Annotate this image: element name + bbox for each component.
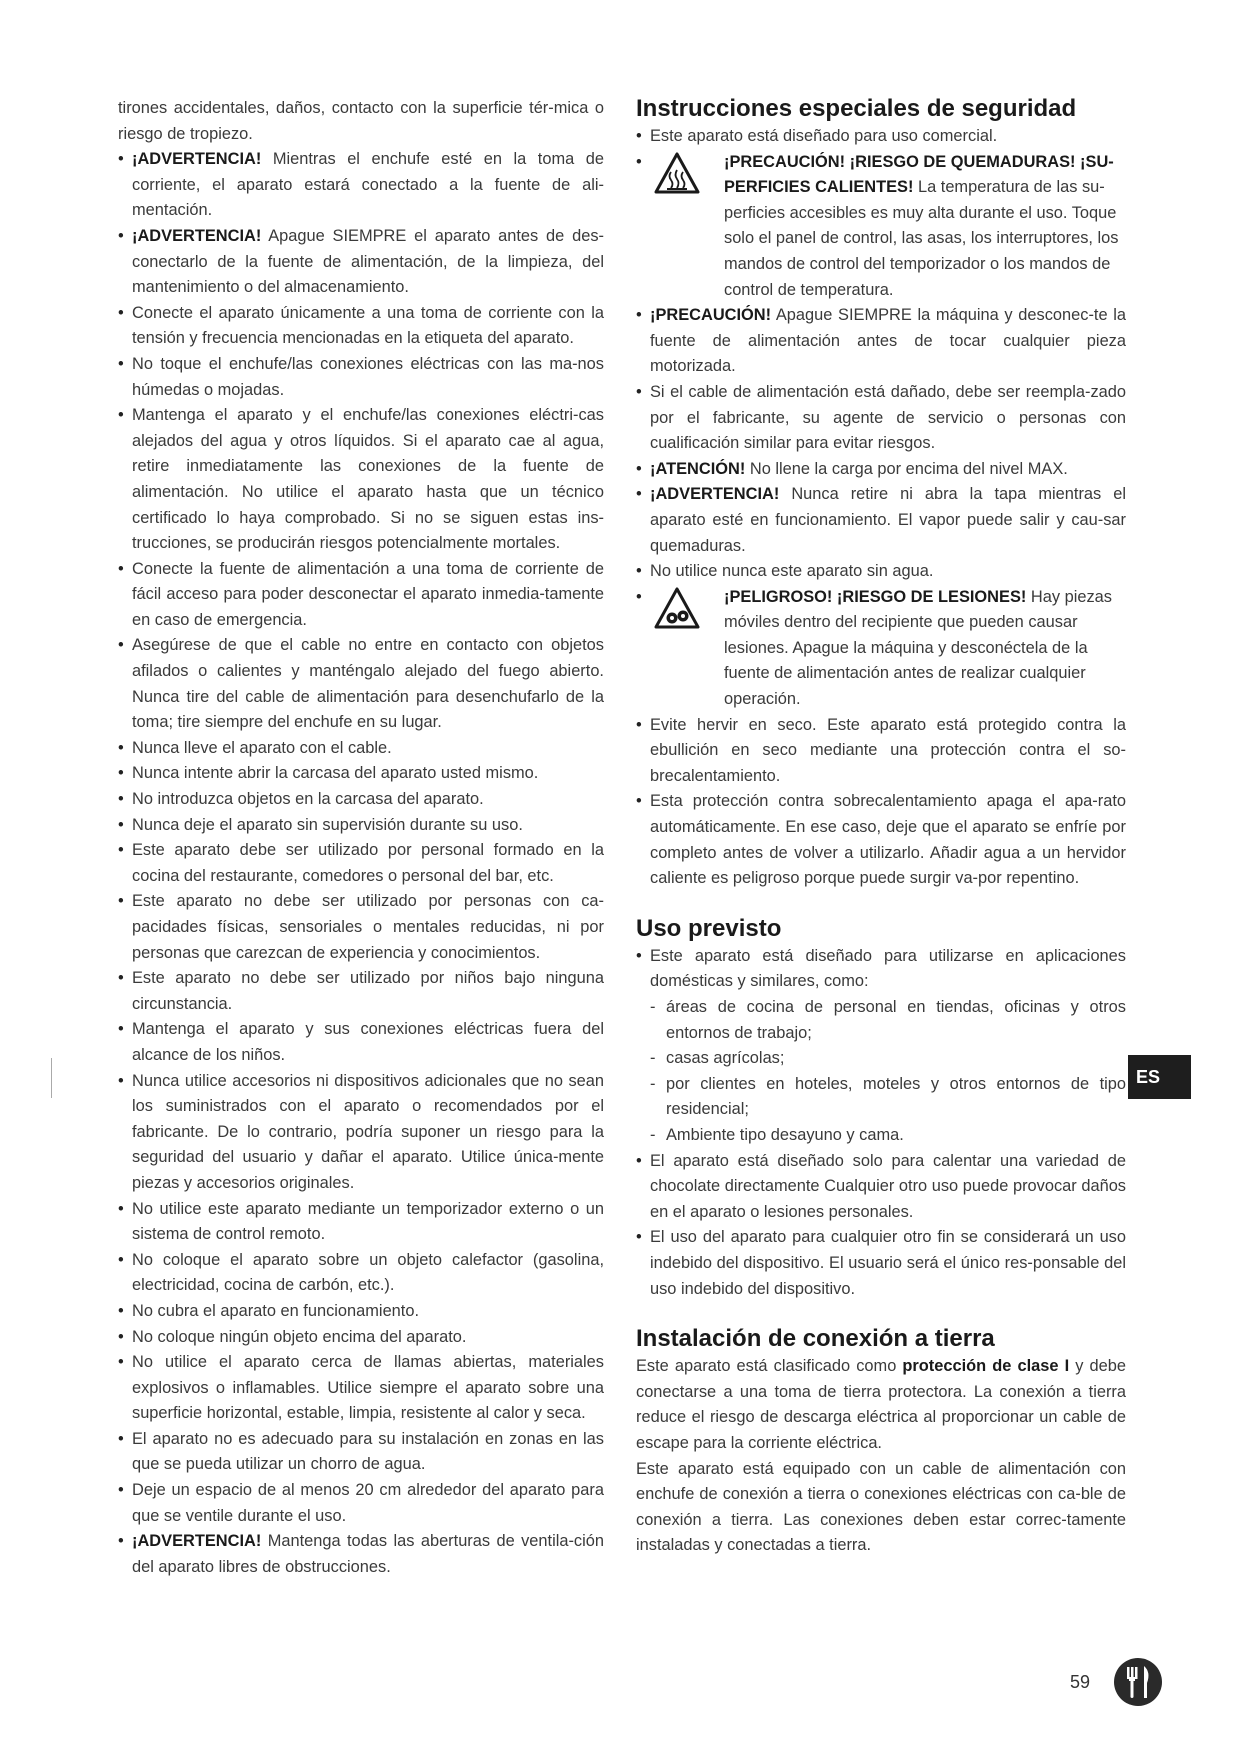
list-item: • Este aparato no debe ser utilizado por personas con ca-pacidades físicas, sensoriales o mentales reducidas, ni por personas que carezcan de experiencia y conocimientos.	[118, 889, 604, 966]
list-item-injury-warning: • ¡PELIGROSO! ¡RIESGO DE LESIONES! Hay piezas móviles dentro del recipiente que pueden causar lesiones. Apague la máquina y desconéctela de la fuente de alimentación antes de realizar cualquier operación.	[636, 585, 1126, 713]
sub-list-item: - Ambiente tipo desayuno y cama.	[636, 1123, 1126, 1149]
list-item: • No utilice este aparato mediante un temporizador externo o un sistema de control remoto.	[118, 1197, 604, 1248]
list-item: • No coloque ningún objeto encima del aparato.	[118, 1325, 604, 1351]
sub-list-item: - por clientes en hoteles, moteles y otros entornos de tipo residencial;	[636, 1072, 1126, 1123]
left-safety-list	[118, 147, 604, 1580]
list-item: • Si el cable de alimentación está dañado, debe ser reempla-zado por el fabricante, su agente de servicio o personas con cualificación similar para evitar riesgos.	[636, 380, 1126, 457]
list-item: • Nunca utilice accesorios ni dispositivos adicionales que no sean los suministrados con el aparato o recomendados por el fabricante. De lo contrario, podría suponer un riesgo para la seguridad del usuario y dañar el aparato. Utilice única-mente piezas y accesorios originales.	[118, 1069, 604, 1197]
list-item: • Evite hervir en seco. Este aparato está protegido contra la ebullición en seco mediante una protección contra el so-brecalentamiento.	[636, 713, 1126, 790]
list-item: • Conecte el aparato únicamente a una toma de corriente con la tensión y frecuencia mencionadas en la etiqueta del aparato.	[118, 301, 604, 352]
intro-continuation: tirones accidentales, daños, contacto con la superficie tér-mica o riesgo de tropiezo.	[118, 99, 604, 143]
list-item: • Nunca deje el aparato sin supervisión durante su uso.	[118, 813, 604, 839]
list-item: • ¡PRECAUCIÓN! Apague SIEMPRE la máquina y desconec-te la fuente de alimentación antes de tocar cualquier pieza motorizada.	[636, 303, 1126, 380]
left-column	[118, 96, 604, 1580]
sub-list-item: - casas agrícolas;	[636, 1046, 1126, 1072]
list-item: • ¡ATENCIÓN! No llene la carga por encima del nivel MAX.	[636, 457, 1126, 483]
list-item: • Asegúrese de que el cable no entre en contacto con objetos afilados o calientes y manténgalo alejado del fuego abierto. Nunca tire del cable de alimentación para desenchufarlo de la toma; tire siempre del enchufe en su lugar.	[118, 633, 604, 735]
list-item: • Esta protección contra sobrecalentamiento apaga el apa-rato automáticamente. En ese caso, deje que el aparato se enfríe por completo antes de volver a utilizarlo. Añadir agua a un hervidor caliente es peligroso porque puede surgir va-por repentino.	[636, 789, 1126, 891]
right-column	[636, 94, 1126, 1559]
list-item: • Este aparato está diseñado para uso comercial.	[636, 124, 1126, 150]
grounding-paragraph-2: Este aparato está equipado con un cable de alimentación con enchufe de conexión a tierra o conexiones eléctricas con ca-ble de conexión a tierra. Las conexiones deben estar correc-tamente instaladas y conectadas a tierra.	[636, 1459, 1126, 1555]
list-item: • ¡ADVERTENCIA! Nunca retire ni abra la tapa mientras el aparato esté en funcionamiento. El vapor puede salir y cau-sar quemaduras.	[636, 482, 1126, 559]
list-item: • No utilice el aparato cerca de llamas abiertas, materiales explosivos o inflamables. Utilice siempre el aparato sobre una superficie horizontal, estable, limpia, resistente al calor y seca.	[118, 1350, 604, 1427]
list-item: • El aparato no es adecuado para su instalación en zonas en las que se pueda utilizar un chorro de agua.	[118, 1427, 604, 1478]
list-item: • Mantenga el aparato y el enchufe/las conexiones eléctri-cas alejados del agua y otros líquidos. Si el aparato cae al agua, retire inmediatamente las conexiones de la fuente de alimentación. No utilice el aparato hasta que un técnico certificado lo haya comprobado. Si no se siguen estas ins-trucciones, se producirán riesgos potencialmente mortales.	[118, 403, 604, 557]
list-item: • El aparato está diseñado solo para calentar una variedad de chocolate directamente Cualquier otro uso puede provocar daños en el aparato o lesiones personales.	[636, 1149, 1126, 1226]
list-item: • Nunca lleve el aparato con el cable.	[118, 736, 604, 762]
list-item: • No toque el enchufe/las conexiones eléctricas con las ma-nos húmedas o mojadas.	[118, 352, 604, 403]
list-item: • ¡ADVERTENCIA! Mantenga todas las aberturas de ventila-ción del aparato libres de obstrucciones.	[118, 1529, 604, 1580]
list-item: • Deje un espacio de al menos 20 cm alrededor del aparato para que se ventile durante el uso.	[118, 1478, 604, 1529]
list-item: • No utilice nunca este aparato sin agua.	[636, 559, 1126, 585]
grounding-paragraph-1: Este aparato está clasificado como protección de clase I y debe conectarse a una toma de tierra protectora. La conexión a tierra reduce el riesgo de descarga eléctrica al proporcionar un cable de escape para la corriente eléctrica.	[636, 1357, 1126, 1452]
list-item: • Este aparato debe ser utilizado por personal formado en la cocina del restaurante, comedores o personal del bar, etc.	[118, 838, 604, 889]
list-item: • No cubra el aparato en funcionamiento.	[118, 1299, 604, 1325]
list-item: • No coloque el aparato sobre un objeto calefactor (gasolina, electricidad, cocina de carbón, etc.).	[118, 1248, 604, 1299]
list-item: • No introduzca objetos en la carcasa del aparato.	[118, 787, 604, 813]
list-item: • ¡ADVERTENCIA! Apague SIEMPRE el aparato antes de des-conectarlo de la fuente de alimentación, de la limpieza, del mantenimiento o del almacenamiento.	[118, 224, 604, 301]
heading-intended-use: Uso previsto	[636, 914, 782, 942]
list-item: • Conecte la fuente de alimentación a una toma de corriente de fácil acceso para poder desconectar el aparato inmedia-tamente en caso de emergencia.	[118, 557, 604, 634]
cutlery-logo-icon	[1112, 1656, 1164, 1708]
list-item: • Este aparato está diseñado para utilizarse en aplicaciones domésticas y similares, como:	[636, 944, 1126, 995]
list-item: • El uso del aparato para cualquier otro fin se considerará un uso indebido del dispositivo. El usuario será el único res-ponsable del uso indebido del dispositivo.	[636, 1225, 1126, 1302]
list-item: • ¡ADVERTENCIA! Mientras el enchufe esté en la toma de corriente, el aparato estará conectado a la fuente de ali-mentación.	[118, 147, 604, 224]
moving-parts-warning-icon	[654, 587, 700, 629]
list-item-burn-warning: • ¡PRECAUCIÓN! ¡RIESGO DE QUEMADURAS! ¡SU-PERFICIES CALIENTES! La temperatura de las su-perficies accesibles es muy alta durante el uso. Toque solo el panel de control, las asas, los interruptores, los mandos de control del temporizador o los mandos de control de temperatura.	[636, 150, 1126, 304]
heading-grounding: Instalación de conexión a tierra	[636, 1325, 995, 1353]
list-item: • Nunca intente abrir la carcasa del aparato usted mismo.	[118, 761, 604, 787]
margin-rule	[51, 1058, 52, 1098]
list-item: • Mantenga el aparato y sus conexiones eléctricas fuera del alcance de los niños.	[118, 1017, 604, 1068]
sub-list-item: - áreas de cocina de personal en tiendas, oficinas y otros entornos de trabajo;	[636, 995, 1126, 1046]
page-number: 59	[1070, 1672, 1091, 1692]
hot-surface-warning-icon	[654, 152, 700, 194]
list-item: • Este aparato no debe ser utilizado por niños bajo ninguna circunstancia.	[118, 966, 604, 1017]
language-tab: ES	[1128, 1055, 1191, 1099]
heading-special-safety: Instrucciones especiales de seguridad	[636, 95, 1077, 122]
